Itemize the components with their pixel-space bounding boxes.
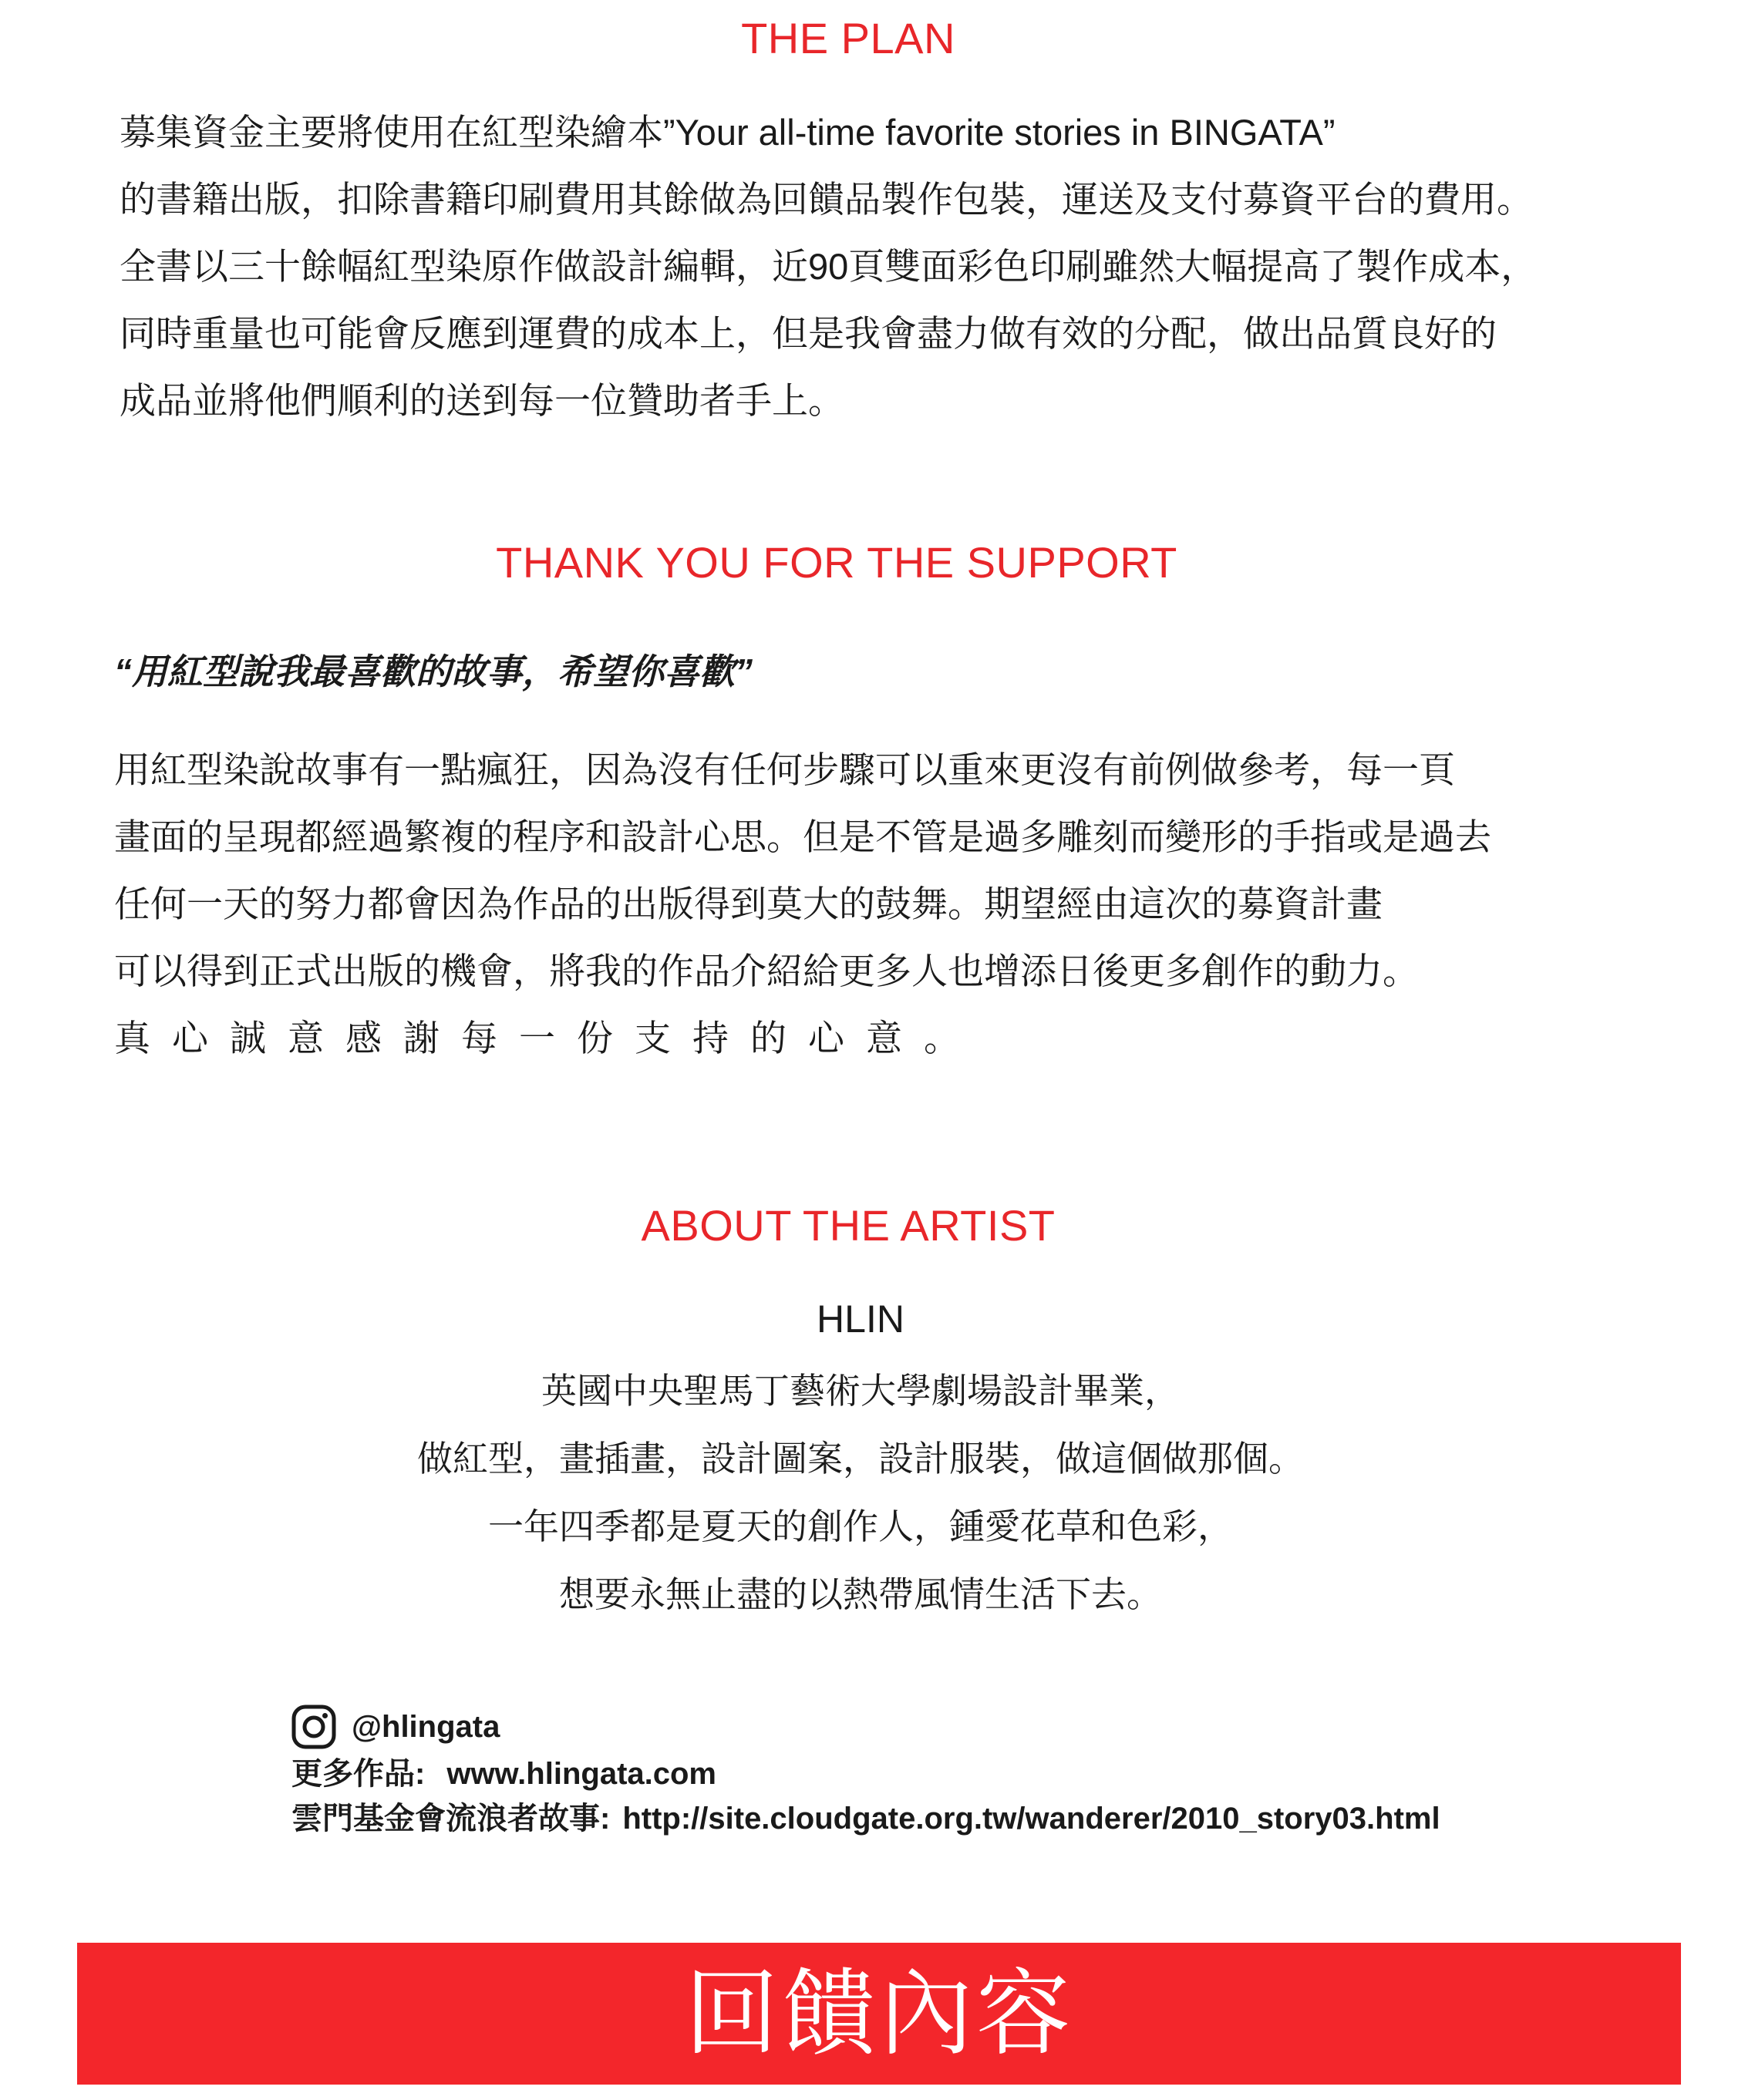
works-row bbox=[291, 1752, 1440, 1796]
support-line-thanks: 真心誠意感謝每一份支持的心意。 bbox=[114, 1018, 982, 1058]
instagram-handle: @hlingata bbox=[352, 1709, 500, 1744]
artist-bio-line: 想要永無止盡的以熱帶風情生活下去。 bbox=[559, 1574, 1162, 1614]
plan-paragraph bbox=[120, 99, 1537, 434]
plan-line: 全書以三十餘幅紅型染原作做設計編輯，近90頁雙面彩色印刷雖然大幅提高了製作成本， bbox=[120, 246, 1538, 287]
support-quote: “用紅型說我最喜歡的故事，希望你喜歡” bbox=[114, 651, 753, 692]
support-line: 用紅型染說故事有一點瘋狂，因為沒有任何步驟可以重來更沒有前例做參考，每一頁 bbox=[114, 749, 1455, 790]
instagram-link[interactable] bbox=[291, 1702, 1440, 1752]
story-row bbox=[291, 1796, 1440, 1841]
works-label: 更多作品: bbox=[291, 1757, 426, 1791]
support-line: 畫面的呈現都經過繁複的程序和設計心思。但是不管是過多雕刻而變形的手指或是過去 bbox=[114, 816, 1491, 857]
works-link[interactable]: www.hlingata.com bbox=[446, 1757, 716, 1791]
instagram-icon bbox=[291, 1705, 336, 1749]
artist-name: HLIN bbox=[817, 1297, 904, 1341]
artist-heading: ABOUT THE ARTIST bbox=[641, 1201, 1056, 1250]
support-paragraph bbox=[114, 736, 1491, 1072]
artist-bio-line: 英國中央聖馬丁藝術大學劇場設計畢業， bbox=[541, 1371, 1180, 1411]
story-link[interactable]: http://site.cloudgate.org.tw/wanderer/2010_story03.html bbox=[622, 1802, 1440, 1836]
banner-title: 回饋內容 bbox=[685, 1961, 1073, 2066]
contact-info bbox=[291, 1702, 1440, 1841]
artist-bio bbox=[0, 1357, 1721, 1628]
support-line: 可以得到正式出版的機會，將我的作品介紹給更多人也增添日後更多創作的動力。 bbox=[114, 951, 1419, 991]
support-line: 任何一天的努力都會因為作品的出版得到莫大的鼓舞。期望經由這次的募資計畫 bbox=[114, 883, 1383, 924]
plan-line: 的書籍出版，扣除書籍印刷費用其餘做為回饋品製作包裝，運送及支付募資平台的費用。 bbox=[120, 179, 1533, 220]
support-heading: THANK YOU FOR THE SUPPORT bbox=[496, 538, 1177, 587]
story-label: 雲門基金會流浪者故事: bbox=[291, 1802, 611, 1836]
artist-bio-line: 一年四季都是夏天的創作人，鍾愛花草和色彩， bbox=[488, 1506, 1233, 1546]
plan-line: 募集資金主要將使用在紅型染繪本”Your all-time favorite stories in BINGATA” bbox=[120, 112, 1336, 153]
rewards-banner bbox=[77, 1943, 1681, 2085]
artist-bio-line: 做紅型，畫插畫，設計圖案，設計服裝，做這個做那個。 bbox=[417, 1439, 1304, 1479]
plan-line: 同時重量也可能會反應到運費的成本上，但是我會盡力做有效的分配，做出品質良好的 bbox=[120, 313, 1497, 354]
plan-line: 成品並將他們順利的送到每一位贊助者手上。 bbox=[120, 380, 844, 421]
plan-heading: THE PLAN bbox=[741, 14, 955, 62]
